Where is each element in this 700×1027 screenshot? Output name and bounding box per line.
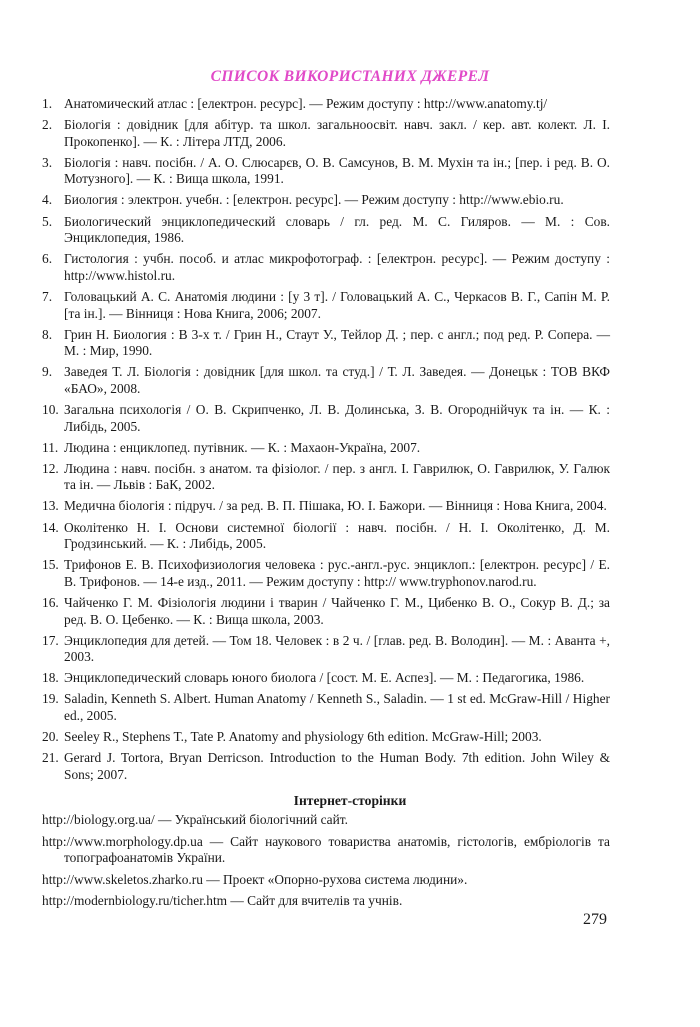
internet-section-heading: Інтернет-сторінки (293, 793, 407, 808)
reference-number: 3. (42, 154, 53, 170)
reference-text: Головацький А. С. Анатомія людини : [у 3 т]. / Головацький А. С., Черкасов В. Г., Сапін М. Р. [та ін.]. — Вінниця : Нова Книга, 2006; 2007. (64, 288, 610, 321)
internet-link-item: http://biology.org.ua/ — Український біологічний сайт. (42, 812, 348, 827)
reference-item (42, 595, 610, 628)
reference-number: 20. (42, 729, 59, 745)
reference-number: 14. (42, 519, 59, 535)
reference-text: Біологія : довідник [для абітур. та школ. загальноосвіт. навч. закл. / кер. авт. колект. Л. І. Прокопенко]. — К. : Літера ЛТД, 2006. (64, 117, 610, 149)
reference-number: 18. (42, 670, 59, 686)
reference-text: Saladin, Kenneth S. Albert. Human Anatomy / Kenneth S., Saladin. — 1 st ed. McGraw-Hill / Higher ed., 2005. (64, 691, 610, 723)
reference-item (42, 251, 610, 284)
reference-item (42, 670, 610, 687)
reference-item (42, 155, 610, 188)
reference-number: 1. (42, 96, 53, 111)
internet-link-item: http://www.skeletos.zharko.ru — Проект «Опорно-рухова система людини». (42, 871, 468, 887)
reference-item (42, 327, 610, 360)
page-number: 279 (583, 911, 607, 928)
reference-item (42, 729, 610, 746)
reference-text: Энциклопедия для детей. — Том 18. Человек : в 2 ч. / [глав. ред. В. Володин]. — М. : Аванта +, 2003. (64, 632, 610, 665)
reference-number: 16. (42, 594, 59, 610)
reference-number: 8. (42, 326, 53, 342)
reference-text: Загальна психологія / О. В. Скрипченко, Л. В. Долинська, З. В. Огороднійчук та ін. — К. : Либідь, 2005. (64, 402, 610, 434)
reference-item (42, 633, 610, 666)
internet-link-item: http://modernbiology.ru/ticher.htm — Сайт для вчителів та учнів. (42, 893, 403, 909)
reference-text: Чайченко Г. М. Фізіологія людини і тварин / Чайченко Г. М., Цибенко В. О., Сокур В. Д.; за ред. В. О. Цебенко. — К. : Вища школа, 2003. (64, 594, 610, 627)
reference-text: Грин Н. Биология : В 3-х т. / Грин Н., Стаут У., Тейлор Д. ; пер. с англ.; под ред. Р. Сопера. — М. : Мир, 1990. (64, 326, 610, 359)
reference-text: Гистология : учбн. пособ. и атлас микрофотограф. : [електрон. ресурс]. — Режим доступу : http://www.histol.ru. (64, 251, 610, 283)
reference-item (42, 520, 610, 553)
reference-text: Биологический энциклопедический словарь / гл. ред. М. С. Гиляров. — М. : Сов. Энциклопедия, 1986. (64, 213, 610, 246)
reference-number: 5. (42, 213, 53, 229)
reference-item (42, 498, 610, 515)
reference-number: 9. (42, 364, 53, 380)
reference-number: 4. (42, 192, 53, 208)
reference-item (42, 691, 610, 724)
reference-item (42, 192, 610, 209)
reference-text: Людина : енциклопед. путівник. — К. : Махаон-Україна, 2007. (64, 439, 421, 455)
reference-item (42, 96, 610, 113)
page-title: СПИСОК ВИКОРИСТАНИХ ДЖЕРЕЛ (210, 68, 490, 85)
reference-text: Медична біологія : підруч. / за ред. В. П. Пішака, Ю. І. Бажори. — Вінниця : Нова Книга, 2004. (64, 498, 607, 514)
reference-item (42, 402, 610, 435)
reference-number: 13. (42, 498, 59, 514)
reference-number: 12. (42, 460, 59, 476)
reference-number: 17. (42, 632, 59, 648)
reference-text: Заведея Т. Л. Біологія : довідник [для школ. та студ.] / Т. Л. Заведея. — Донецьк : ТОВ ВКФ «БАО», 2008. (64, 364, 610, 396)
reference-text: Околітенко Н. І. Основи системної біології : навч. посібн. / Н. І. Околітенко, Д. М. Гродзинський. — К. : Либідь, 2005. (64, 519, 610, 552)
reference-number: 2. (42, 117, 53, 133)
reference-number: 21. (42, 750, 59, 766)
reference-item (42, 440, 610, 457)
reference-item (42, 289, 610, 322)
reference-item (42, 461, 610, 494)
reference-item (42, 750, 610, 783)
reference-number: 6. (42, 251, 53, 267)
reference-list (42, 96, 610, 788)
reference-number: 19. (42, 691, 59, 707)
reference-text: Биология : электрон. учебн. : [електрон. ресурс]. — Режим доступу : http://www.ebio.ru. (64, 192, 564, 208)
reference-item (42, 117, 610, 150)
reference-text: Энциклопедический словарь юного биолога / [сост. М. Е. Аспез]. — М. : Педагогика, 1986. (64, 670, 585, 686)
reference-number: 10. (42, 402, 59, 417)
reference-item (42, 557, 610, 590)
reference-number: 7. (42, 288, 53, 304)
reference-text: Анатомический атлас : [електрон. ресурс]. — Режим доступу : http://www.anatomy.tj/ (64, 96, 548, 111)
reference-number: 11. (42, 439, 59, 455)
reference-text: Біологія : навч. посібн. / А. О. Слюсарєв, О. В. Самсунов, В. М. Мухін та ін.; [пер. і ред. В. О. Мотузного]. — К. : Вища школа, 1991. (64, 154, 610, 187)
reference-text: Трифонов Е. В. Психофизиология человека : рус.-англ.-рус. энциклоп.: [електрон. ресурс] / Е. В. Трифонов. — 14-е изд., 2011. — Режим доступу : http:// www.tryphonov.narod.ru. (64, 557, 610, 589)
reference-number: 15. (42, 557, 59, 573)
internet-link-item: http://www.morphology.dp.ua — Сайт наукового товариства анатомів, гістологів, ембріологів та топографоанатомів України. (42, 833, 610, 866)
internet-links-list (42, 812, 610, 915)
reference-text: Gerard J. Tortora, Bryan Derricson. Introduction to the Human Body. 7th edition. John Wiley & Sons; 2007. (64, 750, 610, 782)
reference-item (42, 364, 610, 397)
reference-item (42, 214, 610, 247)
reference-text: Людина : навч. посібн. з анатом. та фізіолог. / пер. з англ. І. Гаврилюк, О. Гаврилюк, У. Галюк та ін. — Львів : БаК, 2002. (64, 460, 610, 493)
reference-text: Seeley R., Stephens T., Tate P. Anatomy and physiology 6th edition. McGraw-Hill; 2003. (64, 729, 542, 745)
